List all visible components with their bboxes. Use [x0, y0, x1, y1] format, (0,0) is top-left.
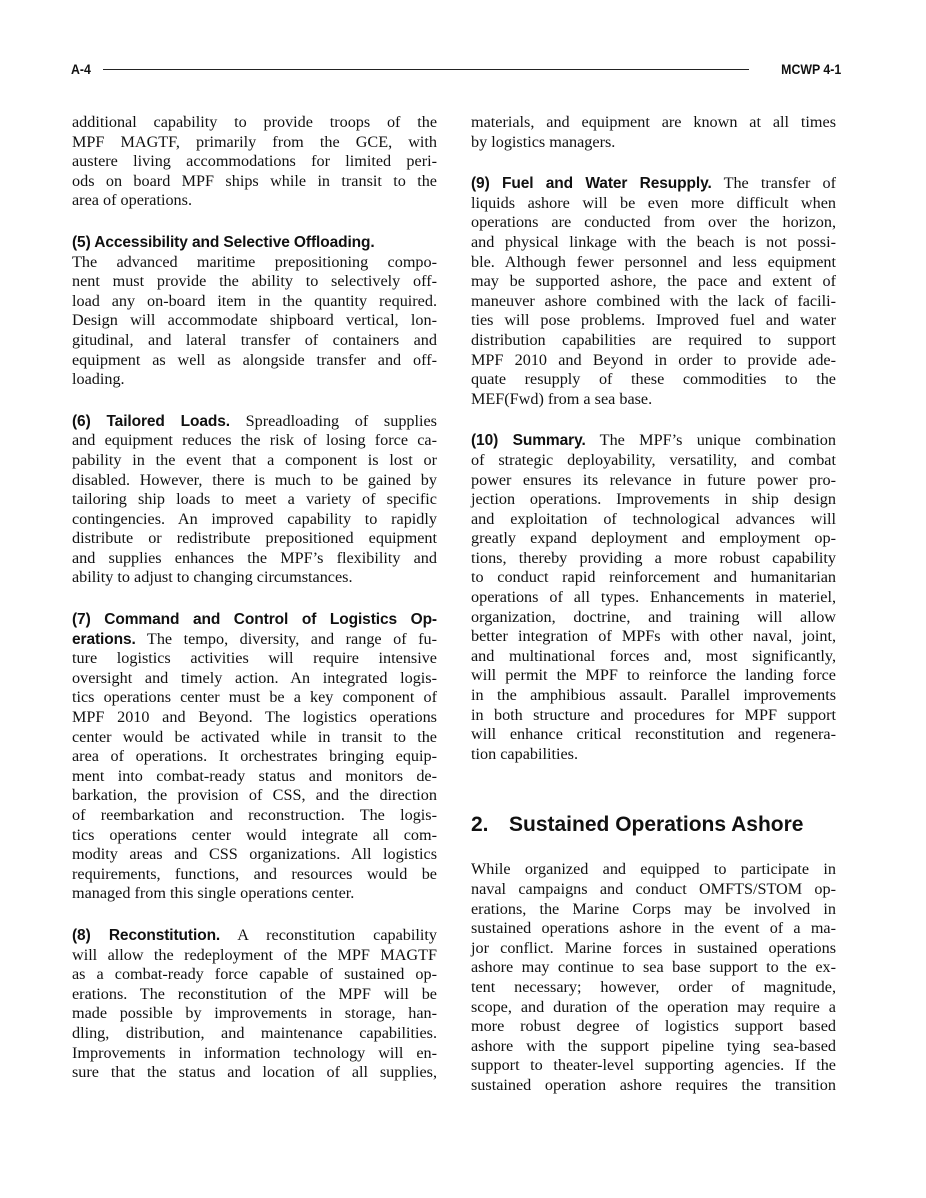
- text-line: materials, and equipment are known at all times: [471, 113, 836, 131]
- text-line: sustained operation ashore requires the transition: [471, 1075, 836, 1094]
- text-line: quate resupply of these commodities to the: [471, 370, 836, 389]
- text-line: distribution capabilities are required to support: [471, 330, 836, 349]
- header-rule: [103, 69, 749, 70]
- section-title: Sustained Operations Ashore: [509, 813, 804, 837]
- paragraph-heading: (5) Accessibility and Selective Offloading.: [72, 233, 375, 251]
- text-line: MPF 2010 and Beyond in order to provide ade-: [471, 350, 836, 369]
- text-line: MEF(Fwd) from a sea base.: [471, 389, 653, 408]
- text-line: support to theater-level supporting agencies. If the: [471, 1056, 836, 1075]
- text-line: organization, doctrine, and training will allow: [471, 607, 836, 626]
- publication-id: MCWP 4-1: [780, 61, 841, 77]
- intro-paragraph: [72, 113, 437, 211]
- text-line: nent must provide the ability to selectively off-: [72, 272, 437, 291]
- text-line: center would be activated while in transit to the: [72, 727, 437, 746]
- text-line: managed from this single operations center.: [72, 884, 355, 903]
- text-line: distribute or redistribute prepositioned equipment: [72, 529, 437, 548]
- section-number: 2.: [471, 813, 489, 837]
- text-line: tics operations center would integrate all com-: [72, 825, 437, 844]
- text-line: and multinational forces and, most significantly,: [471, 646, 836, 665]
- paragraph-heading: (7) Command and Control of Logistics Op-: [72, 611, 437, 629]
- text-line: will enhance critical reconstitution and regenera-: [471, 725, 836, 744]
- text-line: ashore with the support pipeline tying sea-based: [471, 1036, 836, 1055]
- text-line: more robust degree of logistics support based: [471, 1017, 836, 1036]
- text-line: made possible by improvements in storage, han-: [72, 1004, 437, 1023]
- text-line: loading.: [72, 370, 125, 389]
- text-line: area of operations.: [72, 191, 192, 210]
- text-line: scope, and duration of the operation may require a: [471, 997, 836, 1016]
- text-line: modity areas and CSS organizations. All logistics: [72, 845, 437, 864]
- text-line: erations, the Marine Corps may be involved in: [471, 899, 836, 918]
- text-line: may be supported ashore, the pace and extent of: [471, 272, 836, 291]
- text-line: Improvements in information technology will en-: [72, 1043, 437, 1062]
- paragraph-heading: (8) Reconstitution.: [72, 926, 221, 944]
- text-line: gitudinal, and lateral transfer of containers and: [72, 330, 437, 349]
- text-line: ods on board MPF ships while in transit to the: [72, 171, 437, 190]
- text-line: ties will pose problems. Improved fuel and water: [471, 311, 836, 330]
- text-line: ashore may continue to sea base support to the ex-: [471, 958, 836, 977]
- text-line: of strategic deployability, versatility, and combat: [471, 450, 836, 469]
- text-line: pability in the event that a component is lost or: [72, 450, 437, 469]
- text-line: and supplies enhances the MPF’s flexibility and: [72, 548, 437, 567]
- text-line: load any on-board item in the quantity required.: [72, 291, 437, 310]
- text-line: to conduct rapid reinforcement and humanitarian: [471, 568, 836, 587]
- text-line: equipment as well as alongside transfer and off-: [72, 350, 437, 369]
- page-header: [71, 60, 841, 80]
- text-line: maneuver ashore combined with the lack of facili-: [471, 291, 836, 310]
- text-line: ability to adjust to changing circumstances.: [72, 568, 353, 587]
- text-line: area of operations. It orchestrates bringing equip-: [72, 747, 437, 766]
- text-line: additional capability to provide troops of the: [72, 113, 437, 131]
- text-line: barkation, the provision of CSS, and the direction: [72, 786, 437, 805]
- text-line: While organized and equipped to participate in: [471, 860, 836, 879]
- paragraph-7-command-control: (7) Command and Control of Logistics Op- erations. The tempo, diversity, and range of fu- ture logistics activities will require intensive oversight and timely action. An integrated logis- tics operations center must be a key component of MPF 2010 and Beyond. The logistics operations center would be activated while in transit to the area of operations. It orchestrates bringing equip- ment into combat-ready status and monitors de- barkation, the provision of CSS, and the direction of reembarkation and reconstruction. The logis- tics operations center would integrate all com- modity areas and CSS organizations. All logistics requirements, functions, and resources would be managed from this single operations center.: [72, 611, 437, 903]
- text-line: in both structure and procedures for MPF support: [471, 705, 836, 724]
- continuation-paragraph: [471, 113, 836, 152]
- text-line: tics operations center must be a key component of: [72, 688, 437, 707]
- text-line: erations. The reconstitution of the MPF will be: [72, 984, 437, 1003]
- left-column: [72, 113, 437, 1083]
- text-line: as a combat-ready force capable of sustained op-: [72, 965, 437, 984]
- text-line: will allow the redeployment of the MPF MAGTF: [72, 945, 437, 964]
- text-line: ment into combat-ready status and monitors de-: [72, 766, 437, 785]
- section-heading: [471, 812, 836, 838]
- text-line: ble. Although fewer personnel and less equipment: [471, 252, 836, 271]
- paragraph-6-tailored-loads: (6) Tailored Loads. Spreadloading of supplies and equipment reduces the risk of losing force ca- pability in the event that a component is lost or disabled. However, there is much to be gained by tailoring ship loads to meet a variety of specific contingencies. An improved capability to rapidly distribute or redistribute prepositioned equipment and supplies enhances the MPF’s flexibility and ability to adjust to changing circumstances.: [72, 411, 437, 587]
- text-line: will permit the MPF to reinforce the landing force: [471, 666, 836, 685]
- text-line: sure that the status and location of all supplies,: [72, 1063, 437, 1082]
- section-2-body: [471, 860, 836, 1095]
- paragraph-5-accessibility: [72, 233, 437, 390]
- text-line: Design will accommodate shipboard vertical, lon-: [72, 311, 437, 330]
- page-number: A-4: [71, 61, 91, 77]
- text-line: requirements, functions, and resources would be: [72, 864, 437, 883]
- paragraph-10-summary: (10) Summary. The MPF’s unique combination of strategic deployability, versatility, and combat power ensures its relevance in future power pro- jection operations. Improvements in ship design and exploitation of technological advances will greatly expand deployment and employment op- tions, thereby providing a more robust capability to conduct rapid reinforcement and humanitarian operations of all types. Enhancements in materiel, organization, doctrine, and training will allow better integration of MPFs with other naval, joint, and multinational forces and, most significantly, will permit the MPF to reinforce the landing force in the amphibious assault. Parallel improvements in both structure and procedures for MPF support will enhance critical reconstitution and regenera- tion capabilities.: [471, 431, 836, 763]
- paragraph-9-fuel-water: (9) Fuel and Water Resupply. The transfer of liquids ashore will be even more difficult when operations are conducted from over the horizon, and physical linkage with the beach is not possi- ble. Although fewer personnel and less equipment may be supported ashore, the pace and extent of maneuver ashore combined with the lack of facili- ties will pose problems. Improved fuel and water distribution capabilities are required to support MPF 2010 and Beyond in order to provide ade- quate resupply of these commodities to the MEF(Fwd) from a sea base.: [471, 174, 837, 408]
- text-line: tailoring ship loads to meet a variety of specific: [72, 490, 437, 509]
- text-line: ture logistics activities will require intensive: [72, 649, 437, 668]
- text-line: liquids ashore will be even more difficult when: [471, 193, 836, 212]
- text-line: of reembarkation and reconstruction. The logis-: [72, 806, 437, 824]
- text-line: power ensures its relevance in future power pro-: [471, 470, 836, 489]
- text-line: MPF MAGTF, primarily from the GCE, with: [72, 132, 437, 151]
- text-line: disabled. However, there is much to be gained by: [72, 470, 437, 489]
- text-line: operations are conducted from over the horizon,: [471, 213, 836, 232]
- text-line: and physical linkage with the beach is not possi-: [471, 232, 836, 251]
- paragraph-heading: (10) Summary.: [471, 432, 586, 450]
- text-line: The advanced maritime prepositioning compo-: [72, 252, 437, 271]
- text-line: dling, distribution, and maintenance capabilities.: [72, 1023, 437, 1042]
- right-column: [471, 113, 836, 1096]
- text-line: MPF 2010 and Beyond. The logistics operations: [72, 708, 437, 727]
- text-line: and exploitation of technological advances will: [471, 509, 836, 528]
- text-line: jor conflict. Marine forces in sustained operations: [471, 938, 836, 957]
- text-line: in the amphibious assault. Parallel improvements: [471, 686, 836, 705]
- paragraph-8-reconstitution: (8) Reconstitution. A reconstitution capability will allow the redeployment of the MPF MAGTF as a combat-ready force capable of sustained op- erations. The reconstitution of the MPF will be made possible by improvements in storage, han- dling, distribution, and maintenance capabilities. Improvements in information technology will en- sure that the status and location of all supplies,: [72, 925, 437, 1082]
- text-line: contingencies. An improved capability to rapidly: [72, 509, 437, 528]
- text-line: tent necessary; however, order of magnitude,: [471, 977, 836, 996]
- text-line: better integration of MPFs with other naval, joint,: [471, 627, 836, 646]
- text-line: operations of all types. Enhancements in materiel,: [471, 588, 836, 607]
- text-line: tion capabilities.: [471, 744, 578, 763]
- text-line: naval campaigns and conduct OMFTS/STOM op-: [471, 880, 836, 898]
- paragraph-heading: (9) Fuel and Water Resupply.: [471, 175, 712, 193]
- text-line: and equipment reduces the risk of losing force ca-: [72, 431, 437, 450]
- paragraph-heading: (6) Tailored Loads.: [72, 412, 230, 430]
- text-line: jection operations. Improvements in ship design: [471, 490, 836, 509]
- text-line: by logistics managers.: [471, 132, 616, 151]
- text-line: greatly expand deployment and employment op-: [471, 529, 836, 548]
- text-line: austere living accommodations for limited peri-: [72, 152, 437, 171]
- text-line: sustained operations ashore in the event of a ma-: [471, 919, 836, 938]
- text-line: tions, thereby providing a more robust capability: [471, 548, 836, 567]
- text-line: oversight and timely action. An integrated logis-: [72, 668, 437, 687]
